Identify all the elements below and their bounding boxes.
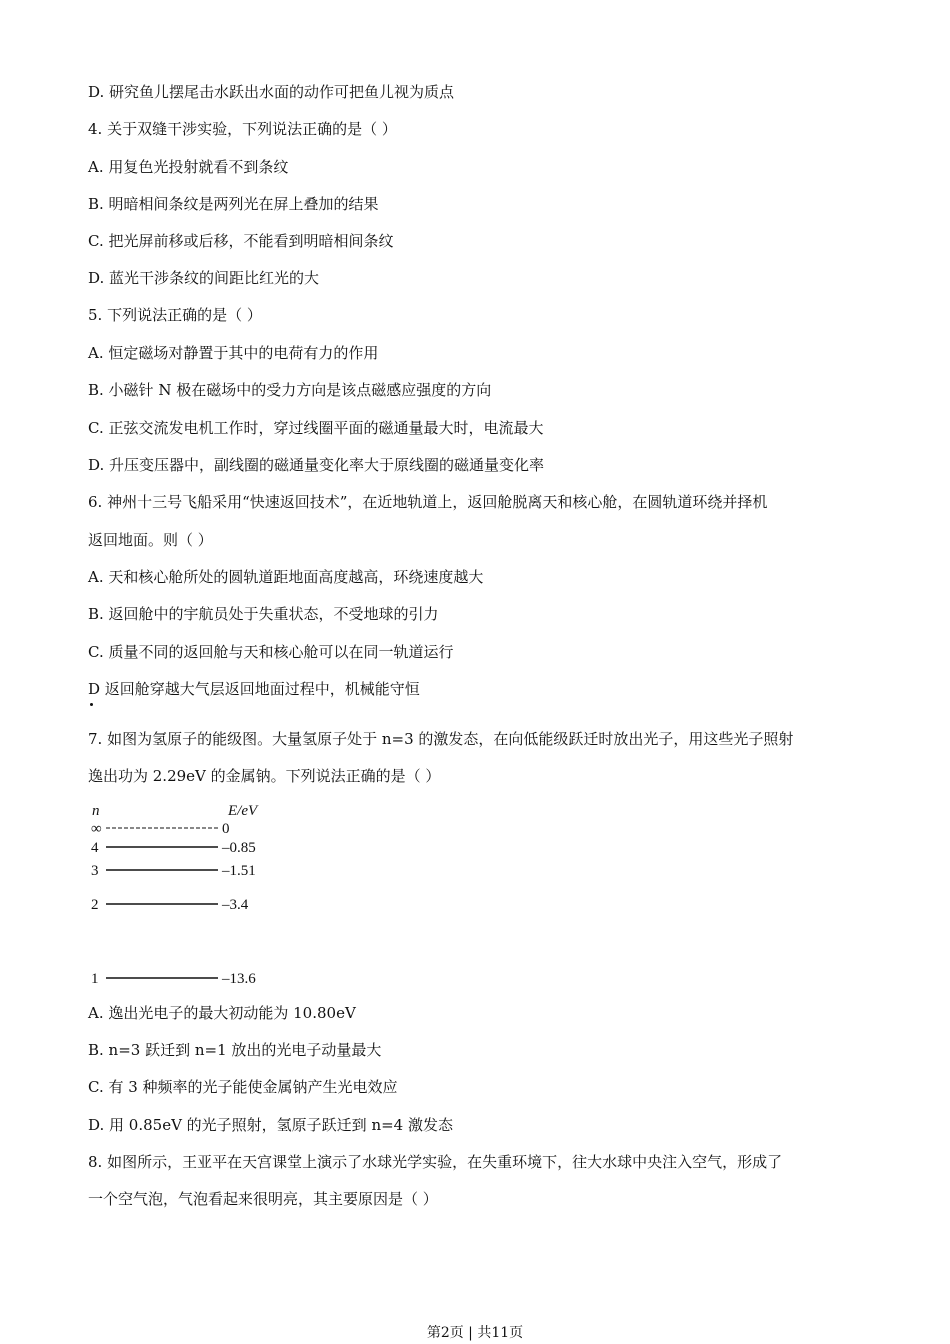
text-line-q5d: D. 升压变压器中，副线圈的磁通量变化率大于原线圈的磁通量变化率 [88, 456, 545, 474]
text-line-q6a_line1: 6. 神州十三号飞船采用“快速返回技术”，在近地轨道上，返回舱脱离天和核心舱，在圆轨道环绕并择机 [88, 493, 768, 511]
hydrogen-energy-level-diagram [88, 798, 288, 993]
level-energy-label: –13.6 [222, 971, 256, 987]
level-energy-label: –3.4 [222, 897, 249, 913]
page-footer: 第2页 | 共11页 [426, 1325, 524, 1341]
energy-level-svg [88, 798, 288, 993]
text-line-q6d: D 返回舱穿越大气层返回地面过程中，机械能守恒 [88, 680, 420, 698]
text-line-q8_line2: 一个空气泡，气泡看起来很明亮，其主要原因是（ ） [88, 1190, 438, 1208]
level-energy-label: –0.85 [222, 840, 256, 856]
text-line-q7d: D. 用 0.85eV 的光子照射，氢原子跃迁到 n=4 激发态 [88, 1116, 453, 1134]
text-line-q7_line2: 逸出功为 2.29eV 的金属钠。下列说法正确的是（ ） [88, 767, 441, 785]
level-n-label: 1 [91, 971, 99, 987]
level-n-label: 2 [91, 897, 99, 913]
text-line-q5: 5. 下列说法正确的是（ ） [88, 306, 262, 324]
text-line-q4a: A. 用复色光投射就看不到条纹 [88, 158, 289, 176]
text-line-q6c: C. 质量不同的返回舱与天和核心舱可以在同一轨道运行 [88, 643, 454, 661]
stray-dot [90, 703, 93, 706]
level-n-label: 3 [91, 863, 99, 879]
text-line-q7_line1: 7. 如图为氢原子的能级图。大量氢原子处于 n=3 的激发态，在向低能级跃迁时放出光子，用这些光子照射 [88, 730, 794, 748]
text-line-q4: 4. 关于双缝干涉实验，下列说法正确的是（ ） [88, 120, 397, 138]
text-line-q3d: D. 研究鱼儿摆尾击水跃出水面的动作可把鱼儿视为质点 [88, 83, 455, 101]
text-line-q4b: B. 明暗相间条纹是两列光在屏上叠加的结果 [88, 195, 379, 213]
text-line-q8_line1: 8. 如图所示，王亚平在天宫课堂上演示了水球光学实验，在失重环境下，往大水球中央注入空气，形成了 [88, 1153, 783, 1171]
text-line-q6a: A. 天和核心舱所处的圆轨道距地面高度越高，环绕速度越大 [88, 568, 484, 586]
text-line-q6b: B. 返回舱中的宇航员处于失重状态，不受地球的引力 [88, 605, 439, 623]
text-line-q7a: A. 逸出光电子的最大初动能为 10.80eV [88, 1004, 356, 1022]
text-line-q6_line2: 返回地面。则（ ） [88, 531, 213, 549]
level-energy-label: –1.51 [222, 863, 256, 879]
text-line-q5a: A. 恒定磁场对静置于其中的电荷有力的作用 [88, 344, 379, 362]
text-line-q7b: B. n=3 跃迁到 n=1 放出的光电子动量最大 [88, 1041, 382, 1059]
level-n-label: ∞ [91, 821, 102, 837]
level-n-label: 4 [91, 840, 99, 856]
text-line-q7c: C. 有 3 种频率的光子能使金属钠产生光电效应 [88, 1078, 398, 1096]
text-line-q5b: B. 小磁针 N 极在磁场中的受力方向是该点磁感应强度的方向 [88, 381, 492, 399]
level-energy-label: 0 [222, 821, 230, 837]
text-line-q4d: D. 蓝光干涉条纹的间距比红光的大 [88, 269, 320, 287]
text-line-q5c: C. 正弦交流发电机工作时，穿过线圈平面的磁通量最大时，电流最大 [88, 419, 544, 437]
n-header: n [92, 803, 100, 819]
text-line-q4c: C. 把光屏前移或后移，不能看到明暗相间条纹 [88, 232, 394, 250]
levels-group [91, 821, 256, 987]
e-header: E/eV [228, 803, 258, 819]
